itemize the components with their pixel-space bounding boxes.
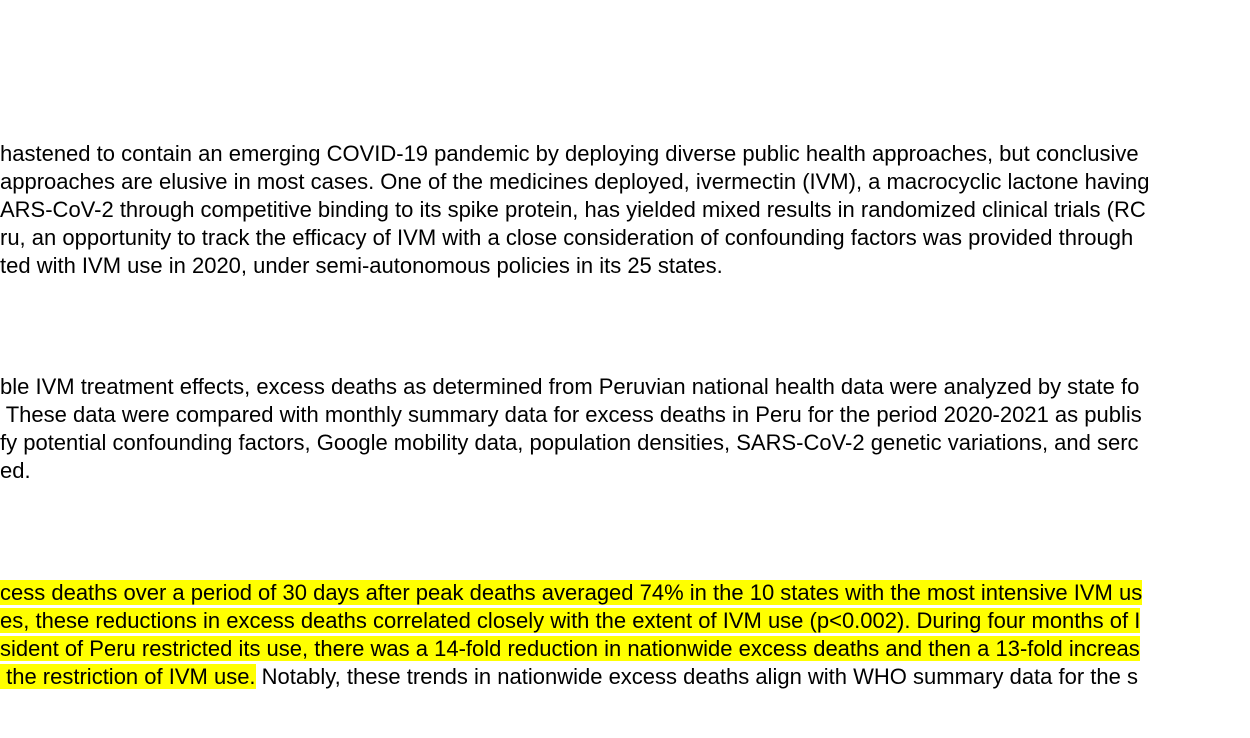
paragraph-3-line-1 — [0, 579, 1142, 607]
paragraph-1-line-2: approaches are elusive in most cases. One of the medicines deployed, ivermectin (IVM), a macrocyclic lactone having — [0, 169, 1150, 194]
paragraph-3-line-2 — [0, 607, 1140, 635]
paragraph-1-line-5: ted with IVM use in 2020, under semi-autonomous policies in its 25 states. — [0, 253, 723, 278]
paragraph-1-line-1: hastened to contain an emerging COVID-19 pandemic by deploying diverse public health approaches, but conclusive — [0, 141, 1139, 166]
highlighted-text[interactable]: es, these reductions in excess deaths correlated closely with the extent of IVM use (p<0.002). During four months of I — [0, 608, 1141, 633]
paragraph-2-line-3: fy potential confounding factors, Google mobility data, population densities, SARS-CoV-2 genetic variations, and serc — [0, 430, 1139, 455]
plain-text: Notably, these trends in nationwide excess deaths align with WHO summary data for the s — [255, 664, 1138, 689]
paragraph-2-line-1: ble IVM treatment effects, excess deaths as determined from Peruvian national health data were analyzed by state fo — [0, 374, 1140, 399]
paragraph-1-line-4: ru, an opportunity to track the efficacy of IVM with a close consideration of confounding factors was provided through — [0, 225, 1134, 250]
paragraph-3-line-4 — [0, 663, 1138, 691]
highlighted-text[interactable]: cess deaths over a period of 30 days after peak deaths averaged 74% in the 10 states with the most intensive IVM us — [0, 580, 1143, 605]
paragraph-2-line-4: ed. — [0, 458, 31, 483]
paragraph-3-line-3 — [0, 635, 1140, 663]
paragraph-2-line-2: These data were compared with monthly summary data for excess deaths in Peru for the period 2020-2021 as publis — [0, 402, 1142, 427]
highlighted-text[interactable]: the restriction of IVM use. — [0, 664, 256, 689]
paragraph-1-line-3: ARS-CoV-2 through competitive binding to its spike protein, has yielded mixed results in randomized clinical trials (RC — [0, 197, 1146, 222]
highlighted-text[interactable]: sident of Peru restricted its use, there was a 14-fold reduction in nationwide excess deaths and then a 13-fold increas — [0, 636, 1140, 661]
